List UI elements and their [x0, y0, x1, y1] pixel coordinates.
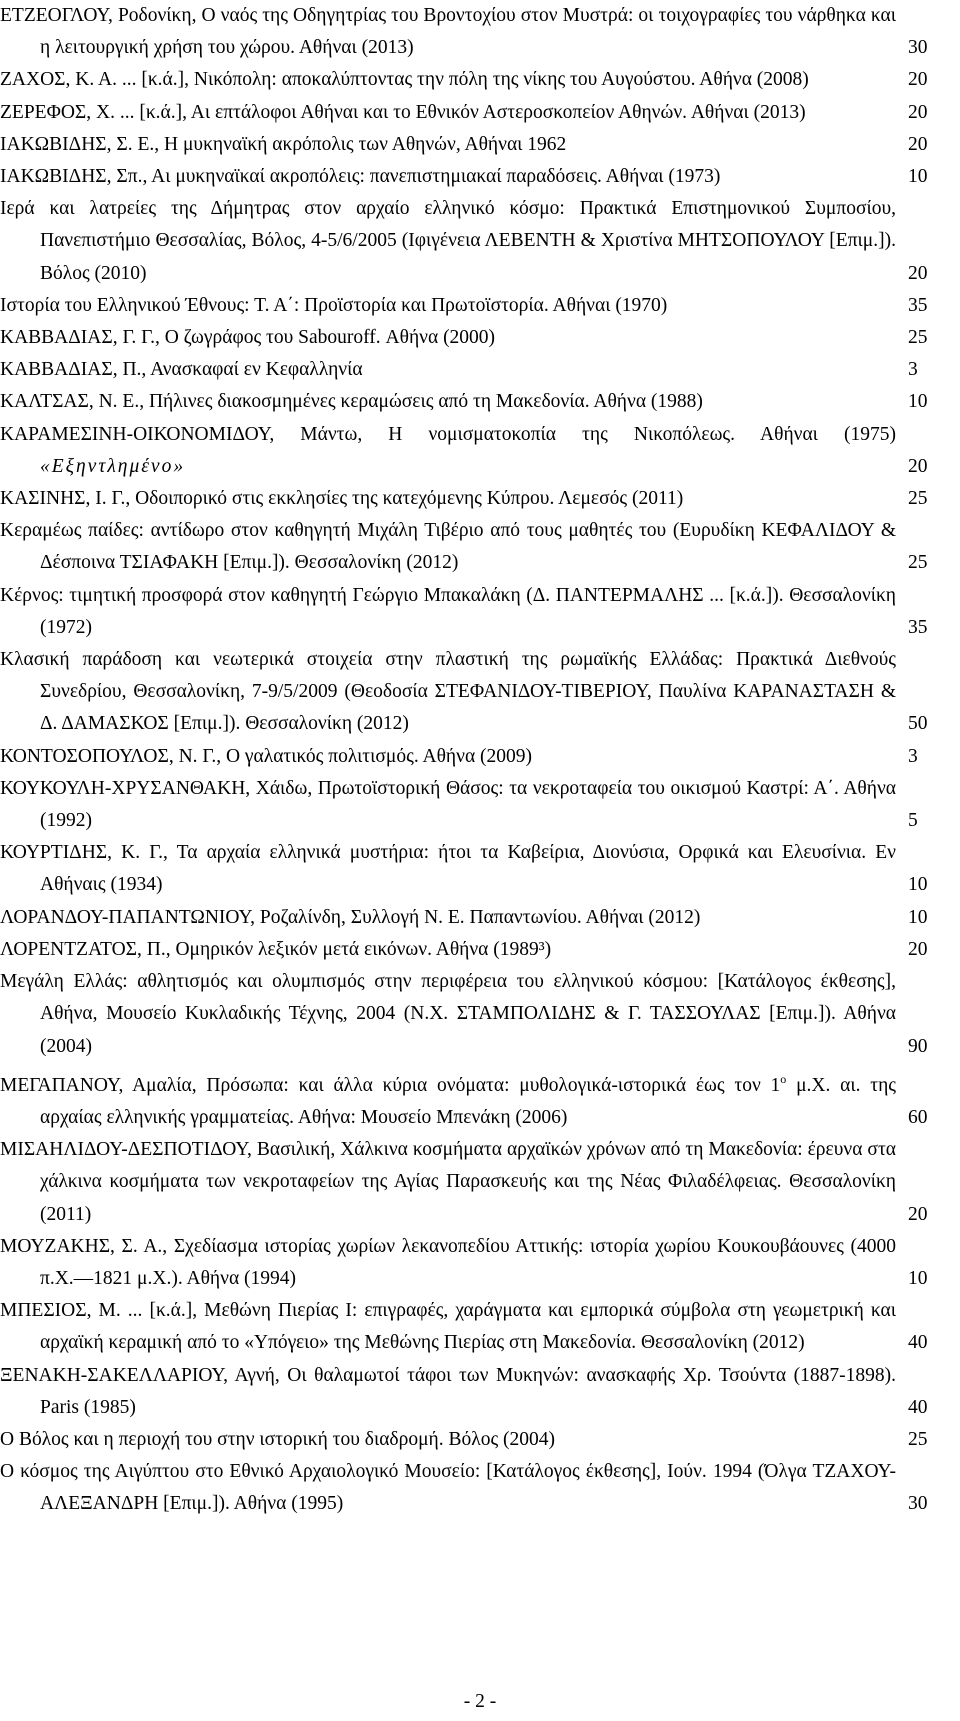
- entry-price: 20: [908, 455, 928, 477]
- bibliography-entry: [0, 161, 960, 193]
- entry-status-note: «Εξηντλημένο»: [40, 455, 186, 477]
- entry-price: 40: [908, 1396, 928, 1418]
- entry-citation: [0, 0, 896, 64]
- bibliography-entry: [0, 1424, 960, 1456]
- entry-citation-text: ΙΑΚΩΒΙΔΗΣ, Σπ., Αι μυκηναϊκαί ακροπόλεις: πανεπιστημιακαί παραδόσεις. Αθήναι (1973): [0, 166, 721, 188]
- entry-citation-text: ΛΟΡΕΝΤΖΑΤΟΣ, Π., Ομηρικόν λεξικόν μετά εικόνων. Αθήνα (1989³): [0, 938, 552, 960]
- entry-price: 50: [908, 713, 928, 735]
- bibliography-entry: [0, 1295, 960, 1359]
- entry-citation-text: ΜΟΥΖΑΚΗΣ, Σ. Α., Σχεδίασμα ιστορίας χωρίων λεκανοπεδίου Αττικής: ιστορία χωρίου Κουκουβάουνες (4000 π.Χ.—1821 μ.Χ.). Αθήνα (1994): [0, 1235, 896, 1289]
- entry-citation-text: ΚΑΛΤΣΑΣ, Ν. Ε., Πήλινες διακοσμημένες κεραμώσεις από τη Μακεδονία. Αθήνα (1988): [0, 391, 703, 413]
- entry-price: 25: [908, 1428, 928, 1450]
- entry-citation: [0, 483, 896, 515]
- bibliography-entry: [0, 64, 960, 96]
- entry-price: 30: [908, 37, 928, 59]
- entry-citation: [0, 1063, 896, 1134]
- entry-price: 35: [908, 616, 928, 638]
- entry-citation: [0, 290, 896, 322]
- entry-citation: [0, 515, 896, 579]
- bibliography-entry: [0, 290, 960, 322]
- entry-citation: [0, 741, 896, 773]
- bibliography-entry: [0, 580, 960, 644]
- bibliography-entry: [0, 773, 960, 837]
- entry-price: 10: [908, 391, 928, 413]
- entry-price: 25: [908, 327, 928, 349]
- entry-citation-text: Ιστορία του Ελληνικού Έθνους: Τ. Α΄: Προϊστορία και Πρωτοϊστορία. Αθήναι (1970): [0, 294, 668, 316]
- bibliography-entry: [0, 322, 960, 354]
- entry-citation: [0, 934, 896, 966]
- entry-citation: [0, 1231, 896, 1295]
- bibliography-entry: [0, 1456, 960, 1520]
- entry-price: 40: [908, 1332, 928, 1354]
- entry-citation-text: Κέρνος: τιμητική προσφορά στον καθηγητή Γεώργιο Μπακαλάκη (Δ. ΠΑΝΤΕΡΜΑΛΗΣ ... [κ.ά.]). Θεσσαλονίκη (1972): [0, 584, 896, 638]
- entry-citation: [0, 1456, 896, 1520]
- entry-price: 5: [908, 810, 918, 832]
- bibliography-entry: [0, 934, 960, 966]
- entry-citation: [0, 322, 896, 354]
- bibliography-entry: [0, 1063, 960, 1134]
- bibliography-entry: [0, 902, 960, 934]
- entry-citation-text: ΜΙΣΑΗΛΙΔΟΥ-ΔΕΣΠΟΤΙΔΟΥ, Βασιλική, Χάλκινα κοσμήματα αρχαϊκών χρόνων από τη Μακεδονία: έρευνα στα χάλκινα κοσμήματα των νεκροταφείων της Αγίας Παρασκευής και της Νέας Φιλαδέλφειας. Θεσσαλονίκη (2011): [0, 1139, 896, 1225]
- entry-citation: [0, 902, 896, 934]
- entry-citation-text: Ο Βόλος και η περιοχή του στην ιστορική του διαδρομή. Βόλος (2004): [0, 1428, 556, 1450]
- bibliography-entry: [0, 483, 960, 515]
- entry-citation: [0, 64, 896, 96]
- entry-price: 20: [908, 133, 928, 155]
- entry-citation-text: ΞΕΝΑΚΗ-ΣΑΚΕΛΛΑΡΙΟΥ, Αγνή, Οι θαλαμωτοί τάφοι των Μυκηνών: ανασκαφής Χρ. Τσούντα (1887-1898). Paris (1985): [0, 1364, 896, 1418]
- entry-citation: [0, 1295, 896, 1359]
- entry-citation-text: Ο κόσμος της Αιγύπτου στο Εθνικό Αρχαιολογικό Μουσείο: [Κατάλογος έκθεσης], Ιούν. 1994 (Όλγα ΤΖΑΧΟΥ-ΑΛΕΞΑΝΔΡΗ [Επιμ.]). Αθήνα (1995): [0, 1461, 896, 1515]
- entry-price: 25: [908, 488, 928, 510]
- bibliography-entry: [0, 515, 960, 579]
- entry-citation: [0, 419, 896, 483]
- entry-citation-text: Ιερά και λατρείες της Δήμητρας στον αρχαίο ελληνικό κόσμο: Πρακτικά Επιστημονικού Συμποσίου, Πανεπιστήμιο Θεσσαλίας, Βόλος, 4-5/6/2005 (Ιφιγένεια ΛΕΒΕΝΤΗ & Χριστίνα ΜΗΤΣΟΠΟΥΛΟΥ [Επιμ.]). Βόλος (2010): [0, 198, 896, 284]
- entry-price: 10: [908, 874, 928, 896]
- entry-citation-text: ΕΤΖΕΟΓΛΟΥ, Ροδονίκη, Ο ναός της Οδηγητρίας του Βροντοχίου στον Μυστρά: οι τοιχογραφίες του νάρθηκα και η λειτουργική χρήση του χώρου. Αθήναι (2013): [0, 5, 896, 59]
- entry-citation-text: ΚΑΒΒΑΔΙΑΣ, Π., Ανασκαφαί εν Κεφαλληνία: [0, 359, 363, 381]
- entry-citation: [0, 97, 896, 129]
- entry-citation-text: ΚΟΥΚΟΥΛΗ-ΧΡΥΣΑΝΘΑΚΗ, Χάιδω, Πρωτοϊστορική Θάσος: τα νεκροταφεία του οικισμού Καστρί: Α΄. Αθήνα (1992): [0, 777, 896, 832]
- entry-citation: [0, 773, 896, 837]
- bibliography-entry: [0, 354, 960, 386]
- entry-citation-text: ΚΑΣΙΝΗΣ, Ι. Γ., Οδοιπορικό στις εκκλησίες της κατεχόμενης Κύπρου. Λεμεσός (2011): [0, 488, 684, 510]
- entry-citation-text: ΜΕΓΑΠΑΝΟΥ, Αμαλία, Πρόσωπα: και άλλα κύρια ονόματα: μυθολογικά-ιστορικά έως τον 1: [0, 1074, 781, 1096]
- entry-citation: [0, 644, 896, 741]
- entry-citation: [0, 193, 896, 290]
- entry-price: 20: [908, 262, 928, 284]
- entry-citation: [0, 966, 896, 1063]
- entry-citation-text: ΚΟΥΡΤΙΔΗΣ, Κ. Γ., Τα αρχαία ελληνικά μυστήρια: ήτοι τα Καβείρια, Διονύσια, Ορφικά και Ελευσίνια. Εν Αθήναις (1934): [0, 842, 896, 896]
- bibliography-entry: [0, 386, 960, 418]
- entry-citation-text: ΖΑΧΟΣ, Κ. Α. ... [κ.ά.], Νικόπολη: αποκαλύπτοντας την πόλη της νίκης του Αυγούστου. Αθήνα (2008): [0, 69, 809, 91]
- entry-citation: [0, 386, 896, 418]
- entry-price: 20: [908, 101, 928, 123]
- bibliography-entry: [0, 1231, 960, 1295]
- bibliography-entry: [0, 644, 960, 741]
- entry-price: 35: [908, 294, 928, 316]
- entry-citation: [0, 354, 896, 386]
- entry-price: 60: [908, 1106, 928, 1128]
- bibliography-entry: [0, 0, 960, 64]
- entry-citation-text: ΜΠΕΣΙΟΣ, Μ. ... [κ.ά.], Μεθώνη Πιερίας Ι: επιγραφές, χαράγματα και εμπορικά σύμβολα στη γεωμετρική και αρχαϊκή κεραμική από το «Υπόγειο» της Μεθώνης Πιερίας στη Μακεδονία. Θεσσαλονίκη (2012): [0, 1300, 896, 1354]
- bibliography-entry: [0, 193, 960, 290]
- entry-price: 30: [908, 1493, 928, 1515]
- entry-price: 90: [908, 1035, 928, 1057]
- bibliography-entry: [0, 1360, 960, 1424]
- entry-citation-text: Μεγάλη Ελλάς: αθλητισμός και ολυμπισμός στην περιφέρεια του ελληνικού κόσμου: [Κατάλογος έκθεσης], Αθήνα, Μουσείο Κυκλαδικής Τέχνης, 2004 (Ν.Χ. ΣΤΑΜΠΟΛΙΔΗΣ & Γ. ΤΑΣΣΟΥΛΑΣ [Επιμ.]). Αθήνα (2004): [0, 971, 896, 1057]
- entry-citation-text: Κεραμέως παίδες: αντίδωρο στον καθηγητή Μιχάλη Τιβέριο από τους μαθητές του (Ευρυδίκη ΚΕΦΑΛΙΔΟΥ & Δέσποινα ΤΣΙΑΦΑΚΗ [Επιμ.]). Θεσσαλονίκη (2012): [0, 520, 896, 574]
- entry-citation: [0, 837, 896, 901]
- entry-citation: [0, 1424, 896, 1456]
- entry-citation-text: ΚΑΒΒΑΔΙΑΣ, Γ. Γ., Ο ζωγράφος του Sabouroff. Αθήνα (2000): [0, 327, 496, 349]
- bibliography-entry: [0, 741, 960, 773]
- bibliography-entry: [0, 419, 960, 483]
- entry-citation-text: ΚΟΝΤΟΣΟΠΟΥΛΟΣ, Ν. Γ., Ο γαλατικός πολιτισμός. Αθήνα (2009): [0, 745, 533, 767]
- entry-citation-text: Κλασική παράδοση και νεωτερικά στοιχεία στην πλαστική της ρωμαϊκής Ελλάδας: Πρακτικά Διεθνούς Συνεδρίου, Θεσσαλονίκη, 7-9/5/2009 (Θεοδοσία ΣΤΕΦΑΝΙΔΟΥ-ΤΙΒΕΡΙΟΥ, Παυλίνα ΚΑΡΑΝΑΣΤΑΣΗ & Δ. ΔΑΜΑΣΚΟΣ [Επιμ.]). Θεσσαλονίκη (2012): [0, 649, 896, 735]
- entry-citation-text: ΛΟΡΑΝΔΟΥ-ΠΑΠΑΝΤΩΝΙΟΥ, Ροζαλίνδη, Συλλογή Ν. Ε. Παπαντωνίου. Αθήναι (2012): [0, 906, 701, 928]
- bibliography-entry: [0, 1134, 960, 1231]
- bibliography-entry: [0, 129, 960, 161]
- entry-price: 10: [908, 166, 928, 188]
- entry-citation: [0, 129, 896, 161]
- entry-citation-text: ΙΑΚΩΒΙΔΗΣ, Σ. Ε., Η μυκηναϊκή ακρόπολις των Αθηνών, Αθήναι 1962: [0, 133, 567, 155]
- bibliography-entry: [0, 966, 960, 1063]
- entry-price: 3: [908, 745, 918, 767]
- entry-price: 10: [908, 1267, 928, 1289]
- entry-citation-text-continued: μ.Χ. αι. της αρχαίας ελληνικής γραμματείας. Αθήνα: Μουσείο Μπενάκη (2006): [40, 1074, 896, 1128]
- entry-price: 20: [908, 938, 928, 960]
- entry-price: 3: [908, 359, 918, 381]
- entry-citation: [0, 1360, 896, 1424]
- bibliography-entry: [0, 97, 960, 129]
- entry-citation-text: ΖΕΡΕΦΟΣ, Χ. ... [κ.ά.], Αι επτάλοφοι Αθήναι και το Εθνικόν Αστεροσκοπείον Αθηνών. Αθήναι (2013): [0, 101, 806, 123]
- entry-citation: [0, 161, 896, 193]
- entry-price: 25: [908, 552, 928, 574]
- entry-price: 20: [908, 1203, 928, 1225]
- entry-price: 20: [908, 69, 928, 91]
- page-number: - 2 -: [463, 1691, 497, 1712]
- bibliography-entry: [0, 837, 960, 901]
- entry-citation: [0, 1134, 896, 1231]
- entry-superscript: ο: [780, 1071, 787, 1086]
- entry-price: 10: [908, 906, 928, 928]
- entry-citation-text: ΚΑΡΑΜΕΣΙΝΗ-ΟΙΚΟΝΟΜΙΔΟΥ, Μάντω, Η νομισματοκοπία της Νικοπόλεως. Αθήναι (1975): [0, 423, 896, 445]
- entry-citation: [0, 580, 896, 644]
